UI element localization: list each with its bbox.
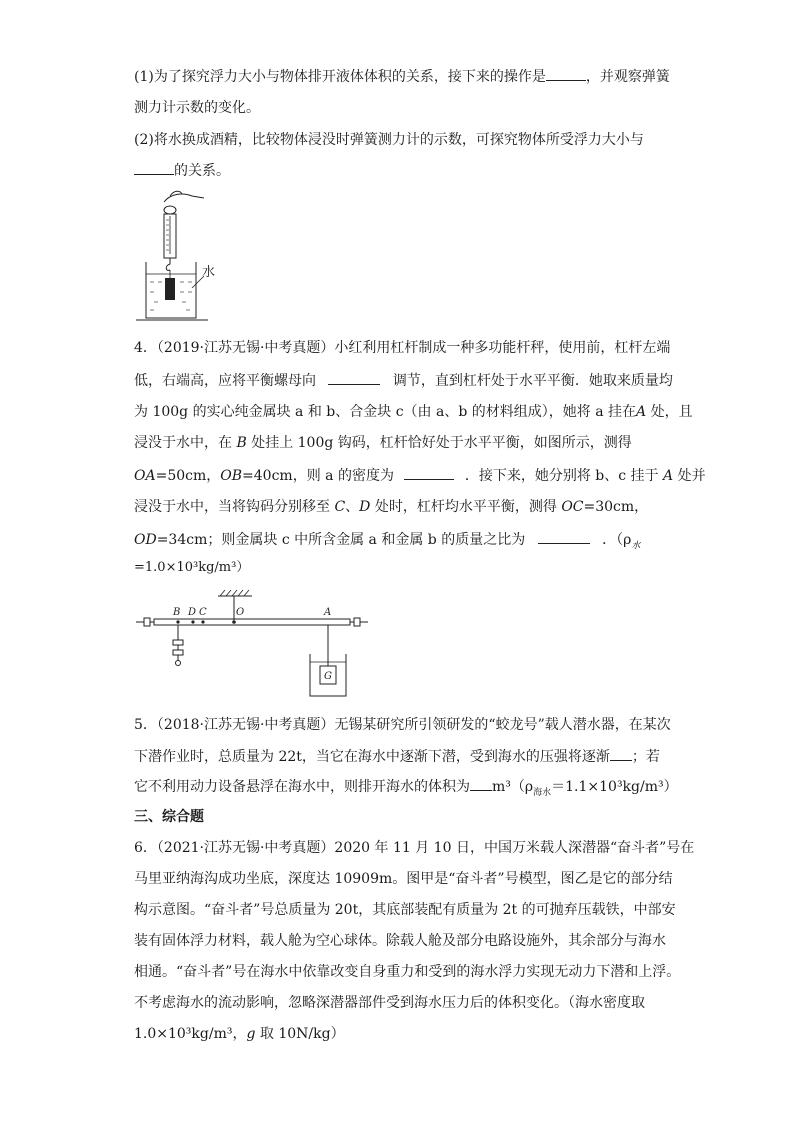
q3-part1-text-c: 测力计示数的变化。 [134,100,260,116]
q5-subscript: 海水 [533,787,552,798]
point-label-c: C [199,607,207,618]
q4-subscript: 水 [631,540,641,551]
q4-text: 处并 [673,468,706,484]
q4-line3 [134,402,693,422]
answer-blank[interactable] [546,66,586,81]
q4-line2 [134,370,673,391]
q4-line8 [134,558,249,578]
q4-var: OA [134,468,156,484]
q4-text: =40cm，则 a 的密度为 [242,468,394,484]
q6-var: g [246,1026,256,1042]
q4-var: D [359,499,371,515]
q3-part2-text-a: (2)将水换成酒精，比较物体浸没时弹簧测力计的示数，可探究物体所受浮力大小与 [134,132,644,148]
point-label-o: O [236,607,245,618]
q4-var: A [663,468,674,484]
point-label-d: D [188,607,197,618]
q4-text: 浸没于水中，当将钩码分别移至 [134,499,330,515]
q4-text: 处，且 [646,404,693,420]
q4-text: 4．（2019·江苏无锡·中考真题）小红利用杠杆制成一种多功能杆秤，使用前，杠杆左端 [134,340,671,356]
spring-scale-beaker-figure [134,188,234,324]
q4-text: =30cm， [583,499,649,515]
q6-text: 构示意图。“奋斗者”号总质量为 20t，其底部装配有质量为 2t 的可抛弃压载铁，中部安 [134,902,676,918]
lever-figure [134,588,370,700]
q4-text: 为 100g 的实心纯金属块 a 和 b、合金块 c（由 a、b 的材料组成），她将 a 挂在 [134,404,636,420]
q6-line7 [134,1024,345,1044]
q4-line6 [134,497,648,517]
q6-line4 [134,931,666,951]
q4-line5 [134,465,706,486]
block-label-g: G [324,671,332,682]
q4-var: B [236,435,247,451]
q6-line6 [134,993,645,1013]
q6-text: 6．（2021·江苏无锡·中考真题）2020 年 11 月 10 日，中国万米载人深潜器“奋斗者”号在 [134,840,695,856]
answer-blank[interactable] [328,370,380,385]
answer-blank[interactable] [538,529,590,544]
q4-text: 调节，直到杠杆处于水平平衡．她取来质量均 [392,373,673,389]
q4-var: OC [561,499,584,515]
q5-line2 [134,746,660,767]
q4-var: C [334,499,346,515]
q4-text: =1.0×10³kg/m³） [134,560,250,575]
q3-part1-line2 [134,98,260,118]
q4-text: ．（ρ [602,532,632,548]
q6-text: 1.0×10³kg/m³， [134,1026,247,1042]
q4-text: 浸没于水中，在 [134,435,232,451]
q5-text: ＝1.1×10³kg/m³） [551,779,678,795]
section-title: 三、综合题 [134,809,204,825]
q5-line3 [134,776,678,803]
q5-text: 5．（2018·江苏无锡·中考真题）无锡某研究所引领研发的“蛟龙号”载人潜水器，在某次 [134,717,671,733]
q6-line2 [134,869,673,889]
q6-text: 马里亚纳海沟成功坐底，深度达 10909m。图甲是“奋斗者”号模型，图乙是它的部分结 [134,871,673,887]
q4-text: 低，右端高，应将平衡螺母向 [134,373,316,389]
section-heading [134,807,204,827]
q4-text: =50cm， [155,468,221,484]
q4-line4 [134,433,632,453]
answer-blank[interactable] [404,465,454,480]
point-label-a: A [324,607,332,618]
q4-text: 处时，杠杆均水平平衡，测得 [370,499,557,515]
q4-text: 、 [345,499,360,515]
q3-part1-text-b: ，并观察弹簧 [585,69,670,85]
q4-text: =34cm；则金属块 c 中所含金属 a 和金属 b 的质量之比为 [156,532,526,548]
answer-blank[interactable] [470,776,492,791]
q5-text: 它不利用动力设备悬浮在海水中，则排开海水的体积为 [134,779,470,795]
q6-text: 装有固体浮力材料，载人舱为空心球体。除载人舱及部分电路设施外，其余部分与海水 [134,933,666,949]
q4-text: 处挂上 100g 钩码，杠杆恰好处于水平平衡，如图所示，测得 [246,435,632,451]
q3-part2-line1 [134,130,644,150]
q6-line3 [134,900,676,920]
q4-text: ．接下来，她分别将 b、c 挂于 [464,468,659,484]
q6-text: 取 10N/kg） [255,1026,345,1042]
q5-text: 下潜作业时，总质量为 22t，当它在海水中逐渐下潜，受到海水的压强将逐渐 [134,749,610,765]
q4-line1 [134,338,670,358]
q4-line7 [134,529,640,556]
q6-text: 相通。“奋斗者”号在海水中依靠改变自身重力和受到的海水浮力实现无动力下潜和上浮。 [134,964,681,980]
q5-text: ；若 [631,749,660,765]
q5-text: m³（ρ [492,779,534,795]
q4-var: A [636,404,647,420]
q6-text: 不考虑海水的流动影响，忽略深潜器部件受到海水压力后的体积变化。（海水密度取 [134,995,645,1011]
q5-line1 [134,715,671,735]
q3-part2-line2 [134,160,230,181]
q3-part1-line1 [134,66,670,87]
q3-part2-text-b: 的关系。 [174,163,230,179]
answer-blank[interactable] [610,746,632,761]
q4-var: OD [134,532,157,548]
water-label: 水 [202,265,216,280]
q4-var: OB [220,468,243,484]
point-label-b: B [173,607,181,618]
q3-part1-text-a: (1)为了探究浮力大小与物体排开液体体积的关系，接下来的操作是 [134,69,546,85]
answer-blank[interactable] [134,160,174,175]
q6-line5 [134,962,680,982]
q6-line1 [134,838,694,858]
